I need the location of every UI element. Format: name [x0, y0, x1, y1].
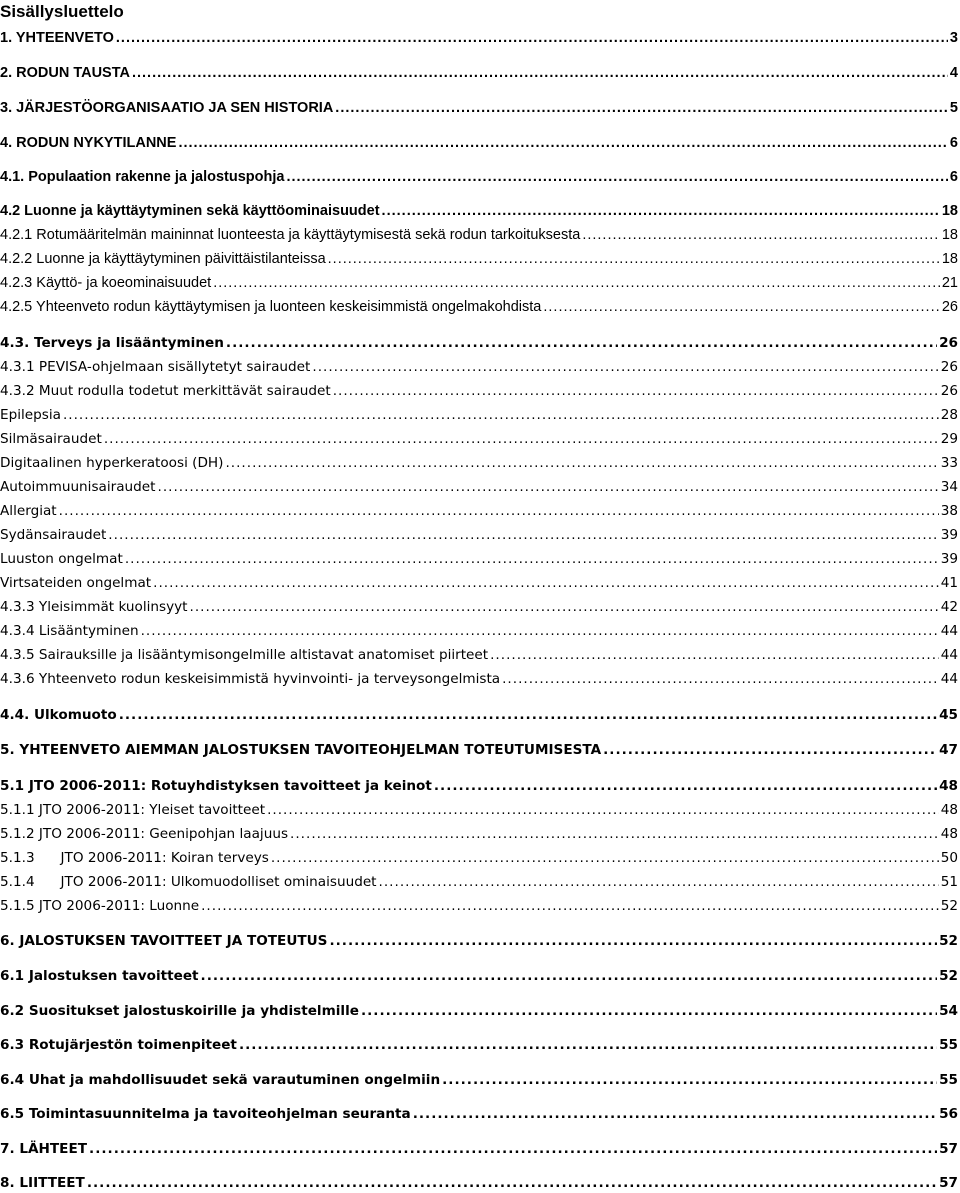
- toc-entry-page-number: 44: [940, 671, 958, 687]
- toc-entry[interactable]: [0, 381, 960, 401]
- dot-leader: [434, 776, 937, 796]
- toc-entry[interactable]: [0, 133, 960, 153]
- toc-entry-label: 4. RODUN NYKYTILANNE: [0, 135, 177, 151]
- toc-entry-label: 2. RODUN TAUSTA: [0, 65, 130, 81]
- toc-entry-page-number: 48: [939, 778, 958, 794]
- dot-leader: [543, 297, 939, 317]
- toc-entry[interactable]: [0, 1001, 960, 1021]
- toc-entry[interactable]: [0, 1104, 960, 1124]
- toc-entry-page-number: 18: [941, 227, 958, 243]
- toc-entry-label: 5.1 JTO 2006-2011: Rotuyhdistyksen tavoitteet ja keinot: [0, 778, 432, 794]
- toc-entry-page-number: 18: [941, 203, 958, 219]
- toc-entry[interactable]: [0, 201, 960, 221]
- toc-entry-page-number: 52: [940, 898, 958, 914]
- dot-leader: [413, 1104, 937, 1124]
- toc-entry[interactable]: [0, 405, 960, 425]
- toc-entry-label: Allergiat: [0, 503, 57, 519]
- dot-leader: [335, 98, 948, 118]
- toc-entry-page-number: 39: [940, 551, 958, 567]
- toc-entry-label: 6.1 Jalostuksen tavoitteet: [0, 968, 199, 984]
- toc-entry-page-number: 54: [939, 1003, 958, 1019]
- toc-entry-page-number: 26: [941, 299, 958, 315]
- dot-leader: [89, 1139, 937, 1159]
- dot-leader: [442, 1070, 937, 1090]
- toc-entry[interactable]: [0, 333, 960, 353]
- dot-leader: [190, 597, 939, 617]
- dot-leader: [329, 931, 937, 951]
- toc-entry-page-number: 52: [939, 933, 958, 949]
- toc-entry-label: 5.1.1 JTO 2006-2011: Yleiset tavoitteet: [0, 802, 266, 818]
- toc-entry[interactable]: [0, 872, 960, 892]
- toc-entry[interactable]: [0, 273, 960, 293]
- toc-entry-label: 4.2 Luonne ja käyttäytyminen sekä käyttöominaisuudet: [0, 203, 380, 219]
- toc-entry-page-number: 34: [940, 479, 958, 495]
- toc-entry[interactable]: [0, 453, 960, 473]
- toc-entry-page-number: 21: [941, 275, 958, 291]
- dot-leader: [213, 273, 940, 293]
- toc-entry[interactable]: [0, 597, 960, 617]
- toc-entry-page-number: 48: [940, 826, 958, 842]
- toc-entry[interactable]: [0, 477, 960, 497]
- toc-entry-page-number: 6: [949, 169, 958, 185]
- toc-entry-label: Silmäsairaudet: [0, 431, 102, 447]
- toc-entry-label: 4.3.1 PEVISA-ohjelmaan sisällytetyt sairaudet: [0, 359, 311, 375]
- toc-entry-label: Epilepsia: [0, 407, 61, 423]
- toc-entry-page-number: 33: [940, 455, 958, 471]
- toc-entry-label: 5.1.3 JTO 2006-2011: Koiran terveys: [0, 850, 269, 866]
- toc-entry-label: 7. LÄHTEET: [0, 1141, 88, 1157]
- toc-entry-label: 5.1.5 JTO 2006-2011: Luonne: [0, 898, 200, 914]
- toc-entry-label: 4.3.5 Sairauksille ja lisääntymisongelmille altistavat anatomiset piirteet: [0, 647, 489, 663]
- toc-entry-label: Luuston ongelmat: [0, 551, 123, 567]
- dot-leader: [239, 1035, 937, 1055]
- dot-leader: [603, 740, 937, 760]
- toc-entry-page-number: 51: [940, 874, 958, 890]
- dot-leader: [271, 848, 939, 868]
- toc-entry-page-number: 44: [940, 647, 958, 663]
- toc-entry-label: 1. YHTEENVETO: [0, 30, 114, 46]
- dot-leader: [361, 1001, 937, 1021]
- toc-entry[interactable]: [0, 429, 960, 449]
- toc-entry[interactable]: [0, 1173, 960, 1193]
- dot-leader: [108, 525, 938, 545]
- toc-entry-label: 5.1.2 JTO 2006-2011: Geenipohjan laajuus: [0, 826, 289, 842]
- dot-leader: [225, 453, 938, 473]
- dot-leader: [226, 333, 937, 353]
- toc-entry-label: 4.3.2 Muut rodulla todetut merkittävät sairaudet: [0, 383, 331, 399]
- toc-entry-label: Sydänsairaudet: [0, 527, 107, 543]
- toc-title: Sisällysluettelo: [0, 2, 124, 21]
- toc-entry-page-number: 45: [939, 707, 958, 723]
- dot-leader: [87, 1173, 937, 1193]
- toc-entry[interactable]: [0, 669, 960, 689]
- toc-entry[interactable]: [0, 249, 960, 269]
- toc-entry-page-number: 55: [939, 1072, 958, 1088]
- toc-entry[interactable]: [0, 705, 960, 725]
- dot-leader: [333, 381, 939, 401]
- toc-entry[interactable]: [0, 931, 960, 951]
- toc-entry[interactable]: [0, 525, 960, 545]
- toc-entry-page-number: 57: [939, 1175, 958, 1191]
- toc-entry-label: Virtsateiden ongelmat: [0, 575, 152, 591]
- toc-entry-label: 4.3.4 Lisääntyminen: [0, 623, 139, 639]
- toc-entry-label: 8. LIITTEET: [0, 1175, 85, 1191]
- toc-entry-label: Digitaalinen hyperkeratoosi (DH): [0, 455, 224, 471]
- toc-entry-label: 5. YHTEENVETO AIEMMAN JALOSTUKSEN TAVOITEOHJELMAN TOTEUTUMISESTA: [0, 742, 602, 758]
- toc-entry-label: 4.1. Populaation rakenne ja jalostuspohja: [0, 169, 285, 185]
- toc-entry-page-number: 50: [940, 850, 958, 866]
- toc-entry-label: 6.2 Suositukset jalostuskoirille ja yhdistelmille: [0, 1003, 359, 1019]
- toc-entry[interactable]: [0, 63, 960, 83]
- toc-entry[interactable]: [0, 1139, 960, 1159]
- toc-entry-page-number: 44: [940, 623, 958, 639]
- dot-leader: [63, 405, 939, 425]
- toc-entry-page-number: 38: [940, 503, 958, 519]
- dot-leader: [153, 573, 939, 593]
- dot-leader: [104, 429, 939, 449]
- toc-entry[interactable]: [0, 297, 960, 317]
- toc-entry-page-number: 56: [939, 1106, 958, 1122]
- toc-entry-page-number: 55: [939, 1037, 958, 1053]
- toc-entry-label: 4.3.3 Yleisimmät kuolinsyyt: [0, 599, 188, 615]
- toc-entry[interactable]: [0, 1070, 960, 1090]
- toc-entry-label: 4.3. Terveys ja lisääntyminen: [0, 335, 224, 351]
- toc-entry[interactable]: [0, 740, 960, 760]
- toc-entry[interactable]: [0, 357, 960, 377]
- dot-leader: [178, 133, 947, 153]
- toc-entry[interactable]: [0, 824, 960, 844]
- dot-leader: [490, 645, 939, 665]
- toc-entry-label: 4.4. Ulkomuoto: [0, 707, 117, 723]
- toc-entry-page-number: 26: [940, 359, 958, 375]
- toc-entry-page-number: 47: [939, 742, 958, 758]
- toc-entry-page-number: 29: [940, 431, 958, 447]
- dot-leader: [502, 669, 939, 689]
- dot-leader: [201, 966, 938, 986]
- toc-entry-label: 4.2.3 Käyttö- ja koeominaisuudet: [0, 275, 212, 291]
- toc-entry[interactable]: [0, 800, 960, 820]
- toc-entry-page-number: 26: [939, 335, 958, 351]
- toc-entry[interactable]: [0, 98, 960, 118]
- dot-leader: [119, 705, 937, 725]
- toc-entry-page-number: 4: [949, 65, 958, 81]
- dot-leader: [267, 800, 939, 820]
- toc-entry[interactable]: [0, 549, 960, 569]
- toc-entry[interactable]: [0, 225, 960, 245]
- dot-leader: [132, 63, 948, 83]
- toc-entry-label: 4.2.2 Luonne ja käyttäytyminen päivittäistilanteissa: [0, 251, 326, 267]
- dot-leader: [125, 549, 939, 569]
- toc-entry-page-number: 39: [940, 527, 958, 543]
- toc-entry[interactable]: [0, 966, 960, 986]
- toc-entry-label: Autoimmuunisairaudet: [0, 479, 156, 495]
- toc-entry-label: 6.3 Rotujärjestön toimenpiteet: [0, 1037, 237, 1053]
- toc-entry[interactable]: [0, 501, 960, 521]
- dot-leader: [382, 201, 940, 221]
- toc-entry-page-number: 41: [940, 575, 958, 591]
- toc-entry[interactable]: [0, 645, 960, 665]
- toc-entry-label: 6. JALOSTUKSEN TAVOITTEET JA TOTEUTUS: [0, 933, 328, 949]
- dot-leader: [328, 249, 940, 269]
- toc-entry-page-number: 18: [941, 251, 958, 267]
- dot-leader: [582, 225, 940, 245]
- toc-entry-page-number: 26: [940, 383, 958, 399]
- toc-entry-label: 5.1.4 JTO 2006-2011: Ulkomuodolliset ominaisuudet: [0, 874, 377, 890]
- toc-entry[interactable]: [0, 896, 960, 916]
- dot-leader: [290, 824, 939, 844]
- toc-entry-page-number: 28: [940, 407, 958, 423]
- dot-leader: [286, 167, 947, 187]
- toc-entry-label: 4.2.1 Rotumääritelmän maininnat luonteesta ja käyttäytymisestä sekä rodun tarkoituksesta: [0, 227, 581, 243]
- dot-leader: [201, 896, 939, 916]
- dot-leader: [141, 621, 939, 641]
- toc-entry[interactable]: [0, 28, 960, 48]
- toc-entry[interactable]: [0, 776, 960, 796]
- toc-entry-page-number: 3: [949, 30, 958, 46]
- toc-entry-page-number: 52: [939, 968, 958, 984]
- toc-entry-page-number: 48: [940, 802, 958, 818]
- toc-entry-label: 4.3.6 Yhteenveto rodun keskeisimmistä hyvinvointi- ja terveysongelmista: [0, 671, 501, 687]
- toc-entry-label: 6.4 Uhat ja mahdollisuudet sekä varautuminen ongelmiin: [0, 1072, 441, 1088]
- dot-leader: [312, 357, 938, 377]
- dot-leader: [379, 872, 939, 892]
- dot-leader: [59, 501, 939, 521]
- dot-leader: [116, 28, 948, 48]
- toc-entry[interactable]: [0, 621, 960, 641]
- toc-entry-label: 4.2.5 Yhteenveto rodun käyttäytymisen ja luonteen keskeisimmistä ongelmakohdista: [0, 299, 542, 315]
- toc-entry[interactable]: [0, 848, 960, 868]
- toc-entry[interactable]: [0, 167, 960, 187]
- toc-entry-label: 3. JÄRJESTÖORGANISAATIO JA SEN HISTORIA: [0, 100, 334, 116]
- toc-entry-page-number: 5: [949, 100, 958, 116]
- toc-entry-page-number: 42: [940, 599, 958, 615]
- toc-entry[interactable]: [0, 1035, 960, 1055]
- toc-entry-label: 6.5 Toimintasuunnitelma ja tavoiteohjelman seuranta: [0, 1106, 411, 1122]
- toc-entry-page-number: 6: [949, 135, 958, 151]
- dot-leader: [158, 477, 939, 497]
- toc-entry[interactable]: [0, 573, 960, 593]
- toc-entry-page-number: 57: [939, 1141, 958, 1157]
